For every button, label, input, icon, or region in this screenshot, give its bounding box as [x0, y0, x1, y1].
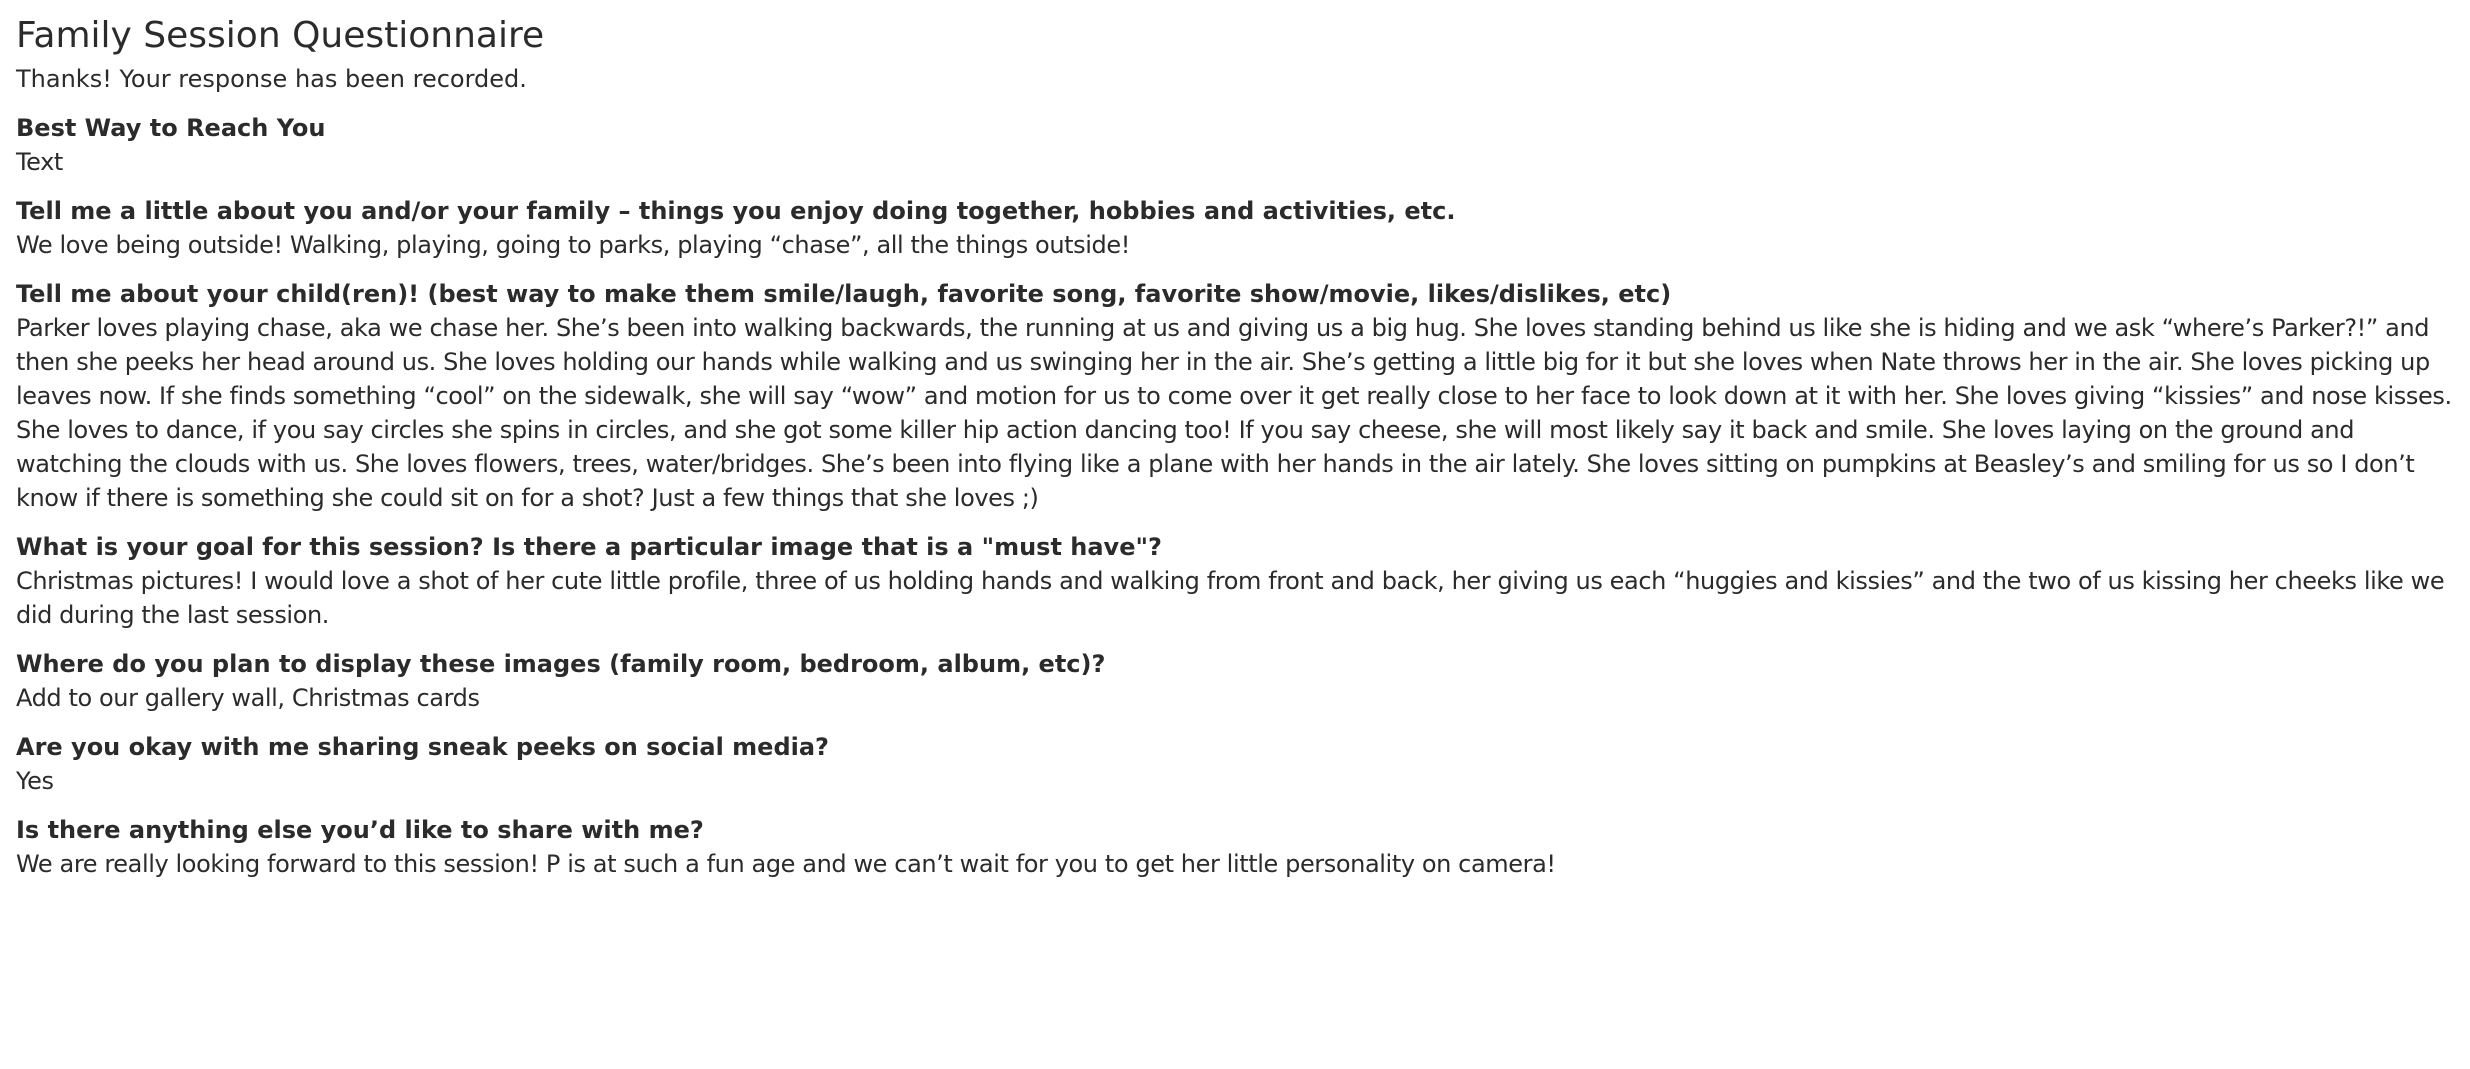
response-about-family [16, 194, 2454, 262]
question-label: Best Way to Reach You [16, 114, 326, 142]
answer-text: We love being outside! Walking, playing, going to parks, playing “chase”, all the things outside! [16, 231, 1130, 259]
question-label: Tell me a little about you and/or your family – things you enjoy doing together, hobbies and activities, etc. [16, 197, 1456, 225]
question-label: Is there anything else you’d like to share with me? [16, 816, 704, 844]
answer-text: Parker loves playing chase, aka we chase her. She’s been into walking backwards, the running at us and giving us a big hug. She loves standing behind us like she is hiding and we ask “where’s Parker?!” and then she peeks her head around us. She loves holding our hands while walking and us swinging her in the air. She’s getting a little big for it but she loves when Nate throws her in the air. She loves picking up leaves now. If she finds something “cool” on the sidewalk, she will say “wow” and motion for us to come over it get really close to her face to look down at it with her. She loves giving “kissies” and nose kisses. She loves to dance, if you say circles she spins in circles, and she got some killer hip action dancing too! If you say cheese, she will most likely say it back and smile. She loves laying on the ground and watching the clouds with us. She loves flowers, trees, water/bridges. She’s been into flying like a plane with her hands in the air lately. She loves sitting on pumpkins at Beasley’s and smiling for us so I don’t know if there is something she could sit on for a shot? Just a few things that she loves ;) [16, 314, 2452, 512]
response-about-children [16, 277, 2454, 515]
question-label: Tell me about your child(ren)! (best way to make them smile/laugh, favorite song, favorite show/movie, likes/dislikes, etc) [16, 280, 1672, 308]
response-anything-else [16, 813, 2454, 881]
answer-text: Yes [16, 767, 54, 795]
question-label: Where do you plan to display these images (family room, bedroom, album, etc)? [16, 650, 1106, 678]
response-best-way-to-reach [16, 111, 2454, 179]
confirmation-message: Thanks! Your response has been recorded. [16, 65, 527, 93]
response-social-media [16, 730, 2454, 798]
response-session-goal [16, 530, 2454, 632]
question-label: What is your goal for this session? Is there a particular image that is a "must have"? [16, 533, 1162, 561]
answer-text: Text [16, 148, 63, 176]
page-title: Family Session Questionnaire [16, 15, 545, 56]
answer-text: Add to our gallery wall, Christmas cards [16, 684, 480, 712]
answer-text: Christmas pictures! I would love a shot of her cute little profile, three of us holding hands and walking from front and back, her giving us each “huggies and kissies” and the two of us kissing her cheeks like we did during the last session. [16, 567, 2445, 629]
question-label: Are you okay with me sharing sneak peeks on social media? [16, 733, 829, 761]
answer-text: We are really looking forward to this session! P is at such a fun age and we can’t wait for you to get her little personality on camera! [16, 850, 1556, 878]
response-display-plan [16, 647, 2454, 715]
